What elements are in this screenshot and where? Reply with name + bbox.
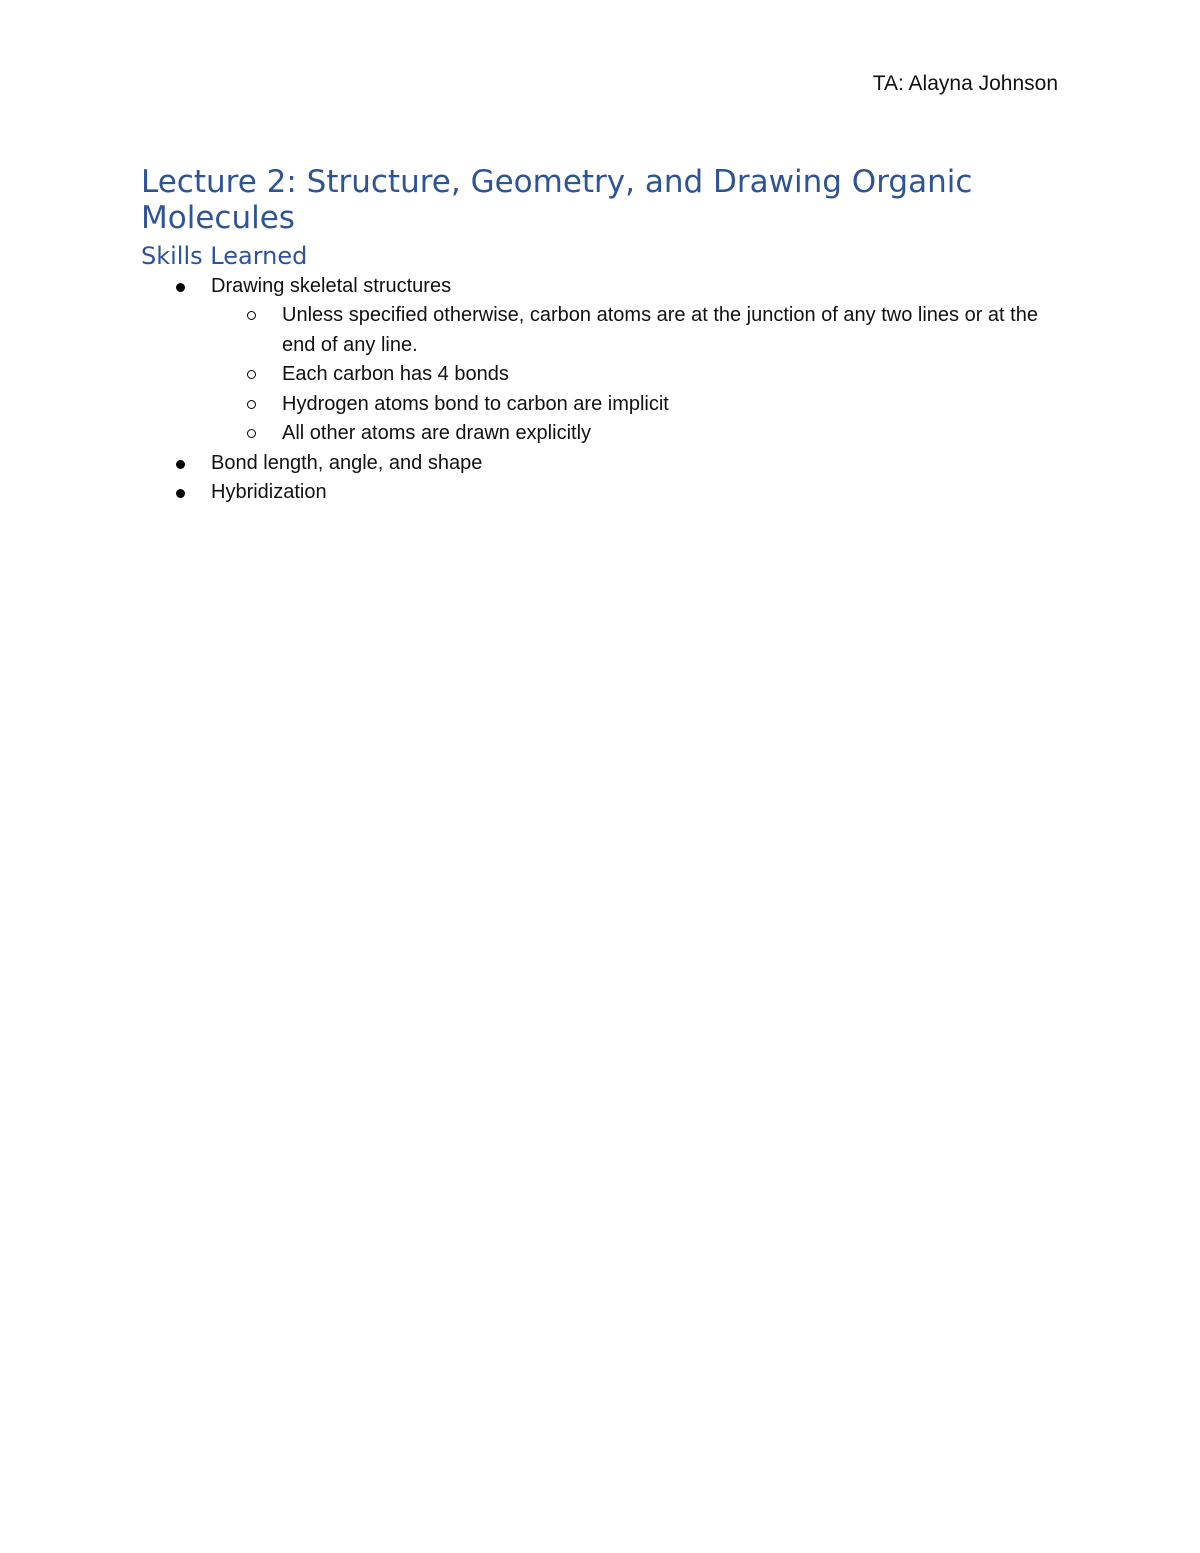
section-heading-skills: Skills Learned xyxy=(141,242,308,270)
list-item-skeletal-structures xyxy=(141,272,1061,449)
hollow-circle-bullet-icon xyxy=(247,370,256,379)
sub-list-item xyxy=(211,419,1062,449)
bullet-icon xyxy=(176,460,185,469)
sub-list-item xyxy=(211,301,1062,360)
hollow-circle-bullet-icon xyxy=(247,311,256,320)
page-title: Lecture 2: Structure, Geometry, and Drawing Organic Molecules xyxy=(141,164,973,236)
list-item-label: Bond length, angle, and shape xyxy=(211,451,483,474)
skeletal-structures-sublist xyxy=(211,301,1061,449)
list-item-hybridization xyxy=(141,478,1061,507)
sub-list-item-label: Hydrogen atoms bond to carbon are implicit xyxy=(282,392,669,415)
bullet-icon xyxy=(176,489,185,498)
sub-list-item-label: All other atoms are drawn explicitly xyxy=(282,422,592,444)
sub-list-item xyxy=(211,360,1062,390)
skills-list xyxy=(141,272,1061,507)
list-item-bond-length xyxy=(141,449,1061,478)
sub-list-item-label: Unless specified otherwise, carbon atoms are at the junction of any two lines or at the end of any line. xyxy=(282,304,1038,356)
sub-list-item-label: Each carbon has 4 bonds xyxy=(282,363,509,385)
hollow-circle-bullet-icon xyxy=(247,429,256,438)
sub-list-item xyxy=(211,390,1062,420)
ta-name-header: TA: Alayna Johnson xyxy=(872,72,1058,95)
hollow-circle-bullet-icon xyxy=(247,400,256,409)
bullet-icon xyxy=(176,283,185,292)
list-item-label: Drawing skeletal structures xyxy=(211,275,452,297)
list-item-label: Hybridization xyxy=(211,480,327,503)
